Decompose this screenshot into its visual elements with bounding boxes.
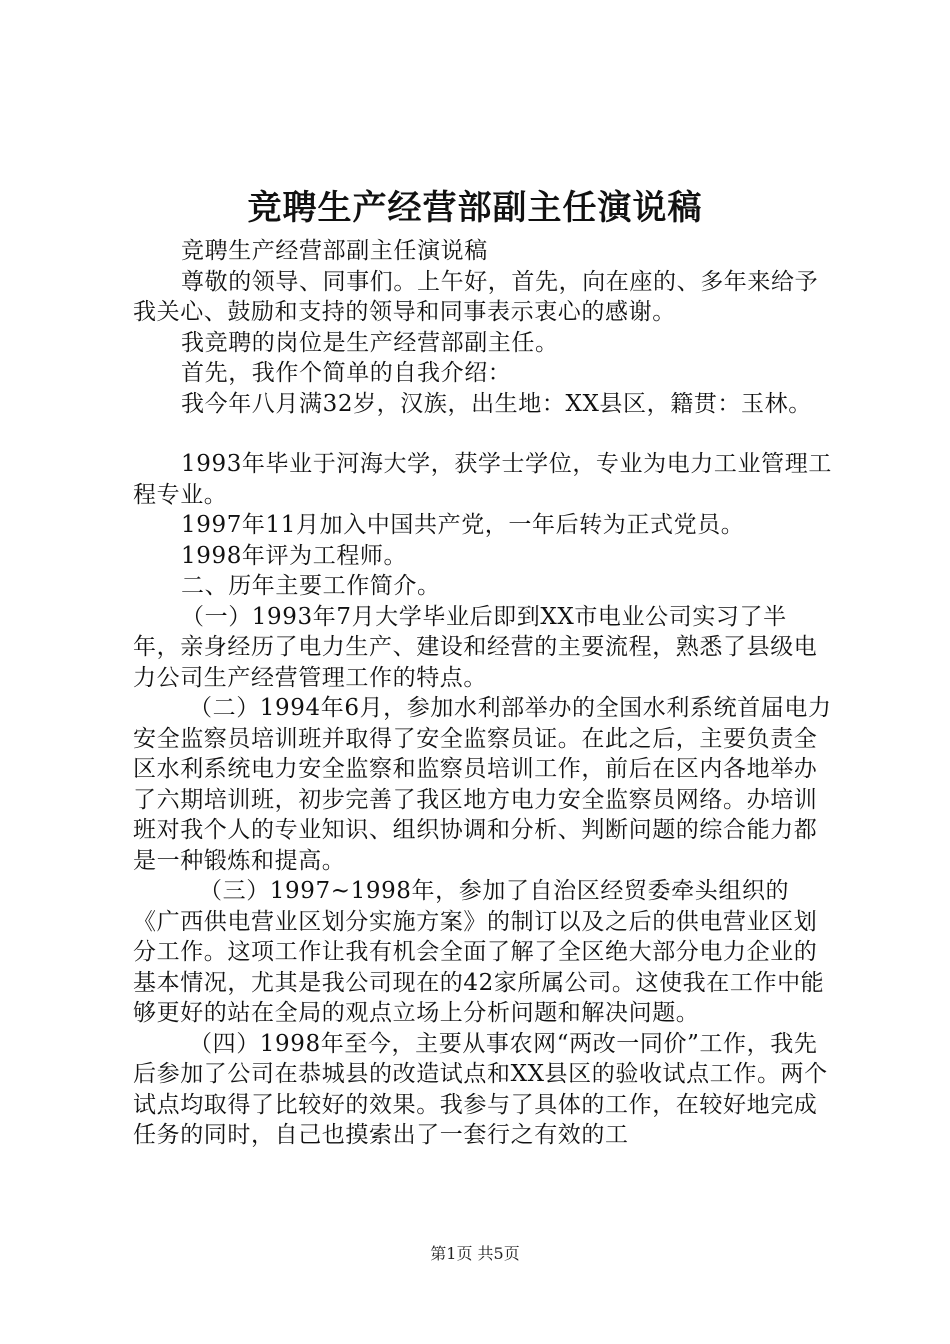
document-title: 竞聘生产经营部副主任演说稿: [247, 188, 703, 228]
paragraph-personal-info: 我今年八月满32岁，汉族，出生地：XX县区，籍贯：玉林。: [181, 390, 812, 417]
paragraph-work-3: （三）1997~1998年，参加了自治区经贸委牵头组织的《广西供电营业区划分实施方案》的制订以及之后的供电营业区划分工作。这项工作让我有机会全面了解了全区绝大部分电力企业的基本情况，尤其是我公司现在的42家所属公司。这使我在工作中能够更好的站在全局的观点立场上分析问题和解决问题。: [133, 878, 825, 1026]
paragraph-greeting: 尊敬的领导、同事们。上午好，首先，向在座的、多年来给予我关心、鼓励和支持的领导和同事表示衷心的感谢。: [133, 268, 819, 325]
paragraph-intro: 首先，我作个简单的自我介绍：: [181, 360, 512, 386]
document-body: [133, 236, 833, 1151]
paragraph-position: 我竞聘的岗位是生产经营部副主任。: [181, 329, 559, 356]
paragraph-education: 1993年毕业于河海大学，获学士学位，专业为电力工业管理工程专业。: [133, 451, 832, 508]
paragraph-heading-repeat: 竞聘生产经营部副主任演说稿: [181, 238, 488, 264]
paragraph-section-heading: 二、历年主要工作简介。: [181, 573, 441, 599]
paragraph-work-4: （四）1998年至今，主要从事农网“两改一同价”工作，我先后参加了公司在恭城县的改造试点和XX县区的验收试点工作。两个试点均取得了比较好的效果。我参与了具体的工作，在较好地完成任务的同时，自己也摸索出了一套行之有效的工: [133, 1030, 828, 1148]
paragraph-engineer: 1998年评为工程师。: [181, 542, 408, 569]
paragraph-work-2: （二）1994年6月，参加水利部举办的全国水利系统首届电力安全监察员培训班并取得了安全监察员证。在此之后，主要负责全区水利系统电力安全监察和监察员培训工作，前后在区内各地举办了六期培训班，初步完善了我区地方电力安全监察员网络。办培训班对我个人的专业知识、组织协调和分析、判断问题的综合能力都是一种锻炼和提高。: [133, 695, 832, 874]
paragraph-party: 1997年11月加入中国共产党，一年后转为正式党员。: [181, 512, 745, 538]
paragraph-work-1: （一）1993年7月大学毕业后即到XX市电业公司实习了半年，亲身经历了电力生产、建设和经营的主要流程，熟悉了县级电力公司生产经营管理工作的特点。: [133, 603, 818, 691]
page-number-footer: 第1页 共5页: [430, 1244, 520, 1263]
